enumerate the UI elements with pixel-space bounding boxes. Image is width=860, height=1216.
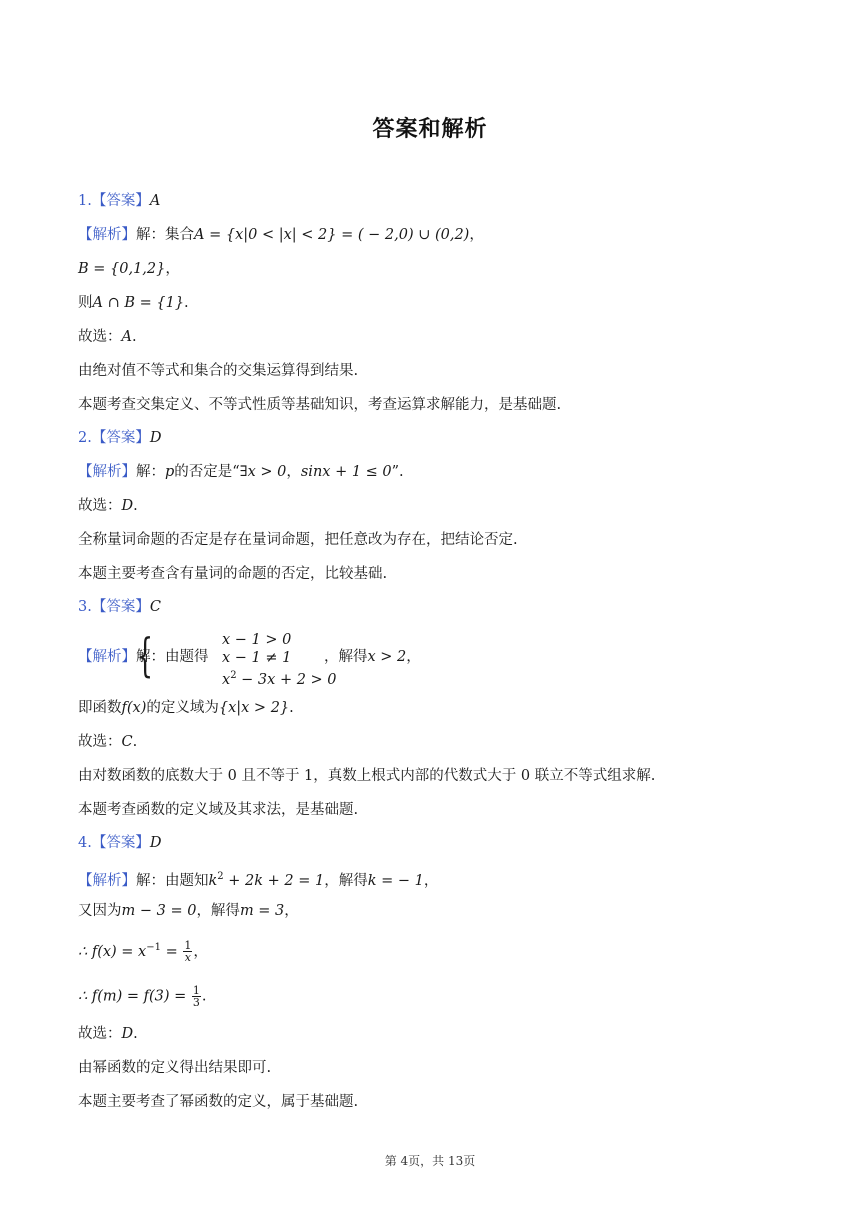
q3-analysis-result: [324, 647, 421, 667]
q4-answer: D: [149, 835, 162, 851]
q2-punct: .: [133, 498, 138, 514]
q4-summary: 由幂函数的定义得出结果即可.: [78, 1060, 272, 1076]
q4-text: ，解得: [324, 872, 368, 889]
q2-choose: [78, 496, 138, 516]
q2-answer-line: [78, 428, 161, 448]
q4-fraction-num: 1: [192, 984, 200, 997]
q3-punct: .: [289, 700, 294, 716]
q2-analysis-tag: 【解析】: [78, 464, 136, 480]
q3-text: 的定义域为: [146, 700, 219, 716]
q4-analysis-line2: [78, 901, 299, 921]
q1-analysis-line2: [78, 259, 180, 279]
q3-math: x > 2: [367, 649, 407, 665]
q4-text: 解：由题知: [136, 872, 209, 889]
q2-text: 故选：: [78, 498, 122, 514]
q4-punct: .: [201, 988, 207, 1005]
q3-text: ，解得: [324, 649, 368, 665]
q3-math: f(x): [121, 700, 147, 716]
q4-math: k = − 1: [367, 872, 424, 889]
q2-analysis-line1: [78, 462, 404, 482]
q1-text: 解：集合: [136, 227, 194, 243]
q1-punct: .: [131, 329, 137, 345]
q4-fraction: [183, 940, 192, 963]
q4-choice: D: [121, 1026, 134, 1042]
q4-fraction-den: x: [184, 951, 191, 965]
q2-comment: 本题主要考查含有量词的命题的否定，比较基础.: [78, 566, 388, 582]
page-footer: 第 4页，共 13页: [384, 1154, 476, 1168]
q4-text: ，解得: [196, 903, 240, 919]
q4-choose: [78, 1024, 138, 1044]
q3-math: − 3x + 2 > 0: [236, 671, 337, 688]
q3-punct: .: [132, 734, 138, 750]
q1-answer: A: [149, 193, 161, 209]
q4-math: m = 3: [239, 903, 285, 919]
q2-number: 2.: [78, 430, 92, 446]
q1-analysis-line3: [78, 293, 189, 313]
q1-punct: ，: [165, 261, 180, 277]
q4-answer-tag: 【答案】: [91, 835, 150, 851]
q2-answer-tag: 【答案】: [91, 430, 150, 446]
q4-math: + 2k + 2 = 1: [223, 872, 325, 889]
q4-math: ∴ f(m) = f(3) =: [78, 988, 191, 1005]
q3-punct: ，: [406, 649, 421, 665]
q3-math: x: [222, 671, 231, 688]
q4-punct: ，: [193, 943, 208, 960]
q4-comment: 本题主要考查了幂函数的定义，属于基础题.: [78, 1094, 359, 1110]
q3-text: 故选：: [78, 734, 122, 750]
q2-choice: D: [121, 498, 134, 514]
q2-summary: 全称量词命题的否定是存在量词命题，把任意改为存在，把结论否定.: [78, 532, 518, 548]
q4-math: m − 3 = 0: [121, 903, 197, 919]
q2-text: 解：: [136, 464, 165, 480]
q2-punct: ，: [286, 464, 301, 480]
q1-summary: 由绝对值不等式和集合的交集运算得到结果.: [78, 363, 359, 379]
q1-answer-line: [78, 191, 160, 211]
q4-exponent: 2: [217, 871, 224, 882]
q3-system-line3: [222, 667, 337, 689]
q1-math: A ∩ B = {1}: [92, 295, 185, 311]
q3-system-line1: x − 1 > 0: [222, 632, 292, 648]
q1-text: 故选：: [78, 329, 122, 345]
q3-summary: 由对数函数的底数大于 0 且不等于 1，真数上根式内部的代数式大于 0 联立不等式组求解.: [78, 768, 656, 784]
q3-answer-tag: 【答案】: [91, 599, 150, 615]
q2-answer: D: [149, 430, 162, 446]
q3-analysis-line2: [78, 698, 294, 718]
q3-choose: [78, 732, 137, 752]
q1-punct: ，: [469, 227, 484, 243]
q1-math: B = {0,1,2}: [78, 261, 166, 277]
q4-punct: ，: [423, 872, 439, 889]
q3-answer: C: [149, 599, 161, 615]
q2-text: 的否定是“: [174, 464, 240, 480]
q4-math: k: [208, 872, 218, 889]
page-title: 答案和解析: [372, 117, 488, 142]
q4-math: =: [161, 943, 183, 960]
system-brace-icon: {: [137, 628, 154, 682]
q4-exponent: −1: [146, 942, 161, 953]
q4-text: 故选：: [78, 1026, 122, 1042]
q1-math: A = {x|0 < |x| < 2} = ( − 2,0) ∪ (0,2): [194, 227, 470, 243]
q3-exponent: 2: [230, 670, 237, 681]
q1-analysis-line1: [78, 225, 484, 245]
q1-choose: [78, 327, 137, 347]
q4-text: 又因为: [78, 903, 122, 919]
q2-math: ∃x > 0: [239, 464, 287, 480]
q4-punct: ，: [284, 903, 299, 919]
q2-math: p: [165, 464, 175, 480]
q4-answer-line: [78, 833, 161, 853]
q1-number: 1.: [78, 193, 92, 209]
q4-analysis-tag: 【解析】: [78, 872, 136, 889]
q3-answer-line: [78, 597, 161, 617]
q3-text: 即函数: [78, 700, 122, 716]
q1-comment: 本题考查交集定义、不等式性质等基础知识，考查运算求解能力，是基础题.: [78, 397, 562, 413]
q3-text: 解：由题得: [136, 649, 209, 665]
q1-text: 则: [78, 295, 93, 311]
q3-choice: C: [121, 734, 133, 750]
q4-fraction-num: 1: [184, 939, 192, 953]
q2-math: sinx + 1 ≤ 0: [300, 464, 392, 480]
q3-analysis-tag: 【解析】: [78, 649, 136, 665]
q4-analysis-line4: [78, 985, 207, 1008]
q4-fraction-den: 3: [192, 996, 200, 1009]
q4-analysis-line1: [78, 867, 438, 891]
q4-punct: .: [133, 1026, 138, 1042]
q3-system-line2: x − 1 ≠ 1: [222, 650, 292, 666]
q1-analysis-tag: 【解析】: [78, 227, 136, 243]
q4-math: ∴ f(x) = x: [78, 943, 147, 960]
q2-punct: ”.: [391, 464, 404, 480]
q4-analysis-line3: [78, 938, 208, 963]
q3-number: 3.: [78, 599, 92, 615]
q1-answer-tag: 【答案】: [91, 193, 150, 209]
q4-fraction: [192, 985, 201, 1008]
q3-comment: 本题考查函数的定义域及其求法，是基础题.: [78, 802, 359, 818]
q3-math: {x|x > 2}: [218, 700, 290, 716]
q1-choice: A: [121, 329, 132, 345]
q1-punct: .: [184, 295, 189, 311]
q4-number: 4.: [78, 835, 92, 851]
